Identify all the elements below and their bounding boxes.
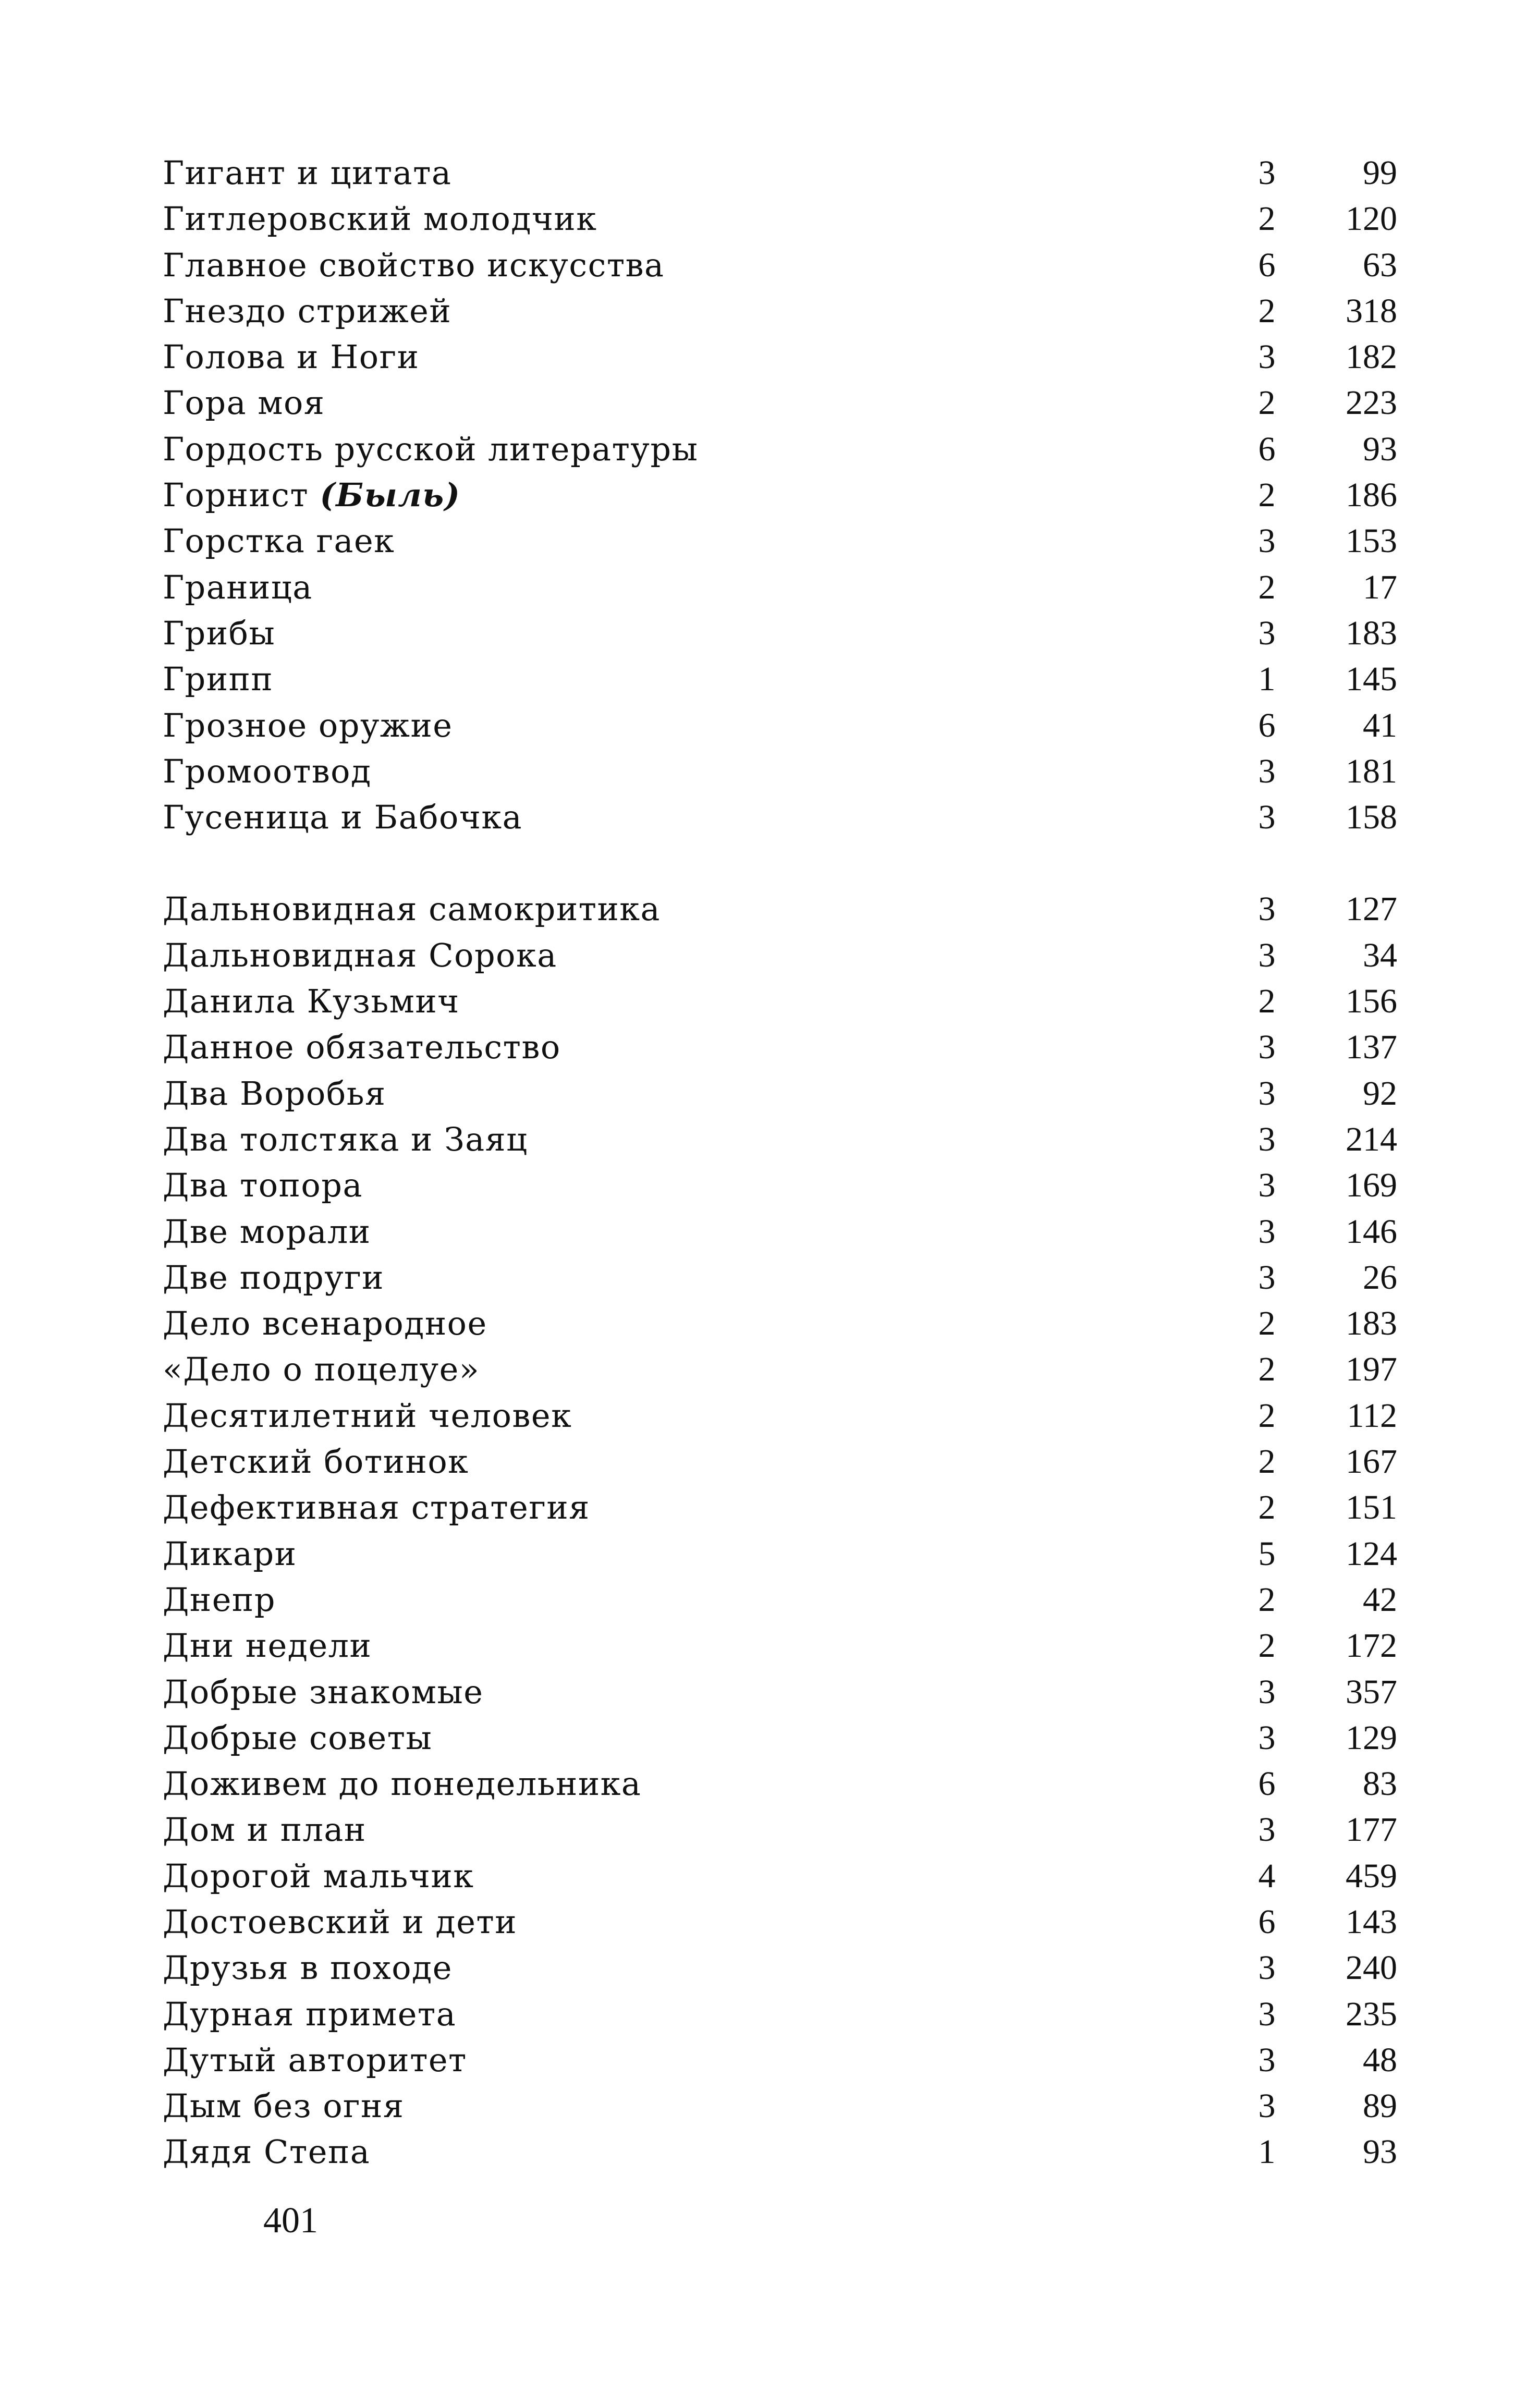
entry-volume: 6 bbox=[1258, 706, 1276, 744]
index-entry bbox=[156, 288, 1408, 334]
entry-title bbox=[163, 1669, 483, 1715]
entry-title bbox=[163, 1623, 372, 1669]
index-entry bbox=[156, 2037, 1408, 2083]
entry-page: 99 bbox=[1363, 154, 1397, 192]
entry-volume: 2 bbox=[1258, 568, 1276, 606]
entry-title bbox=[163, 1991, 456, 2037]
entry-volume: 3 bbox=[1258, 1028, 1276, 1067]
entry-title-text: Гусеница и Бабочка bbox=[163, 798, 523, 837]
entry-page: 145 bbox=[1346, 660, 1397, 699]
entry-page: 197 bbox=[1346, 1350, 1397, 1389]
entry-title-text: Дорогой мальчик bbox=[163, 1856, 474, 1895]
entry-title bbox=[163, 1393, 572, 1439]
index-entry bbox=[156, 794, 1408, 840]
index-entry bbox=[156, 1393, 1408, 1439]
entry-volume: 2 bbox=[1258, 1580, 1276, 1619]
index-entry bbox=[156, 1485, 1408, 1531]
entry-page: 158 bbox=[1346, 798, 1397, 837]
index-entry bbox=[156, 1853, 1408, 1899]
entry-page: 93 bbox=[1363, 430, 1397, 468]
index-entry bbox=[156, 886, 1408, 932]
index-entry bbox=[156, 749, 1408, 794]
entry-page: 318 bbox=[1346, 291, 1397, 330]
entry-volume: 2 bbox=[1258, 1488, 1276, 1527]
entry-page: 183 bbox=[1346, 614, 1397, 652]
entry-page: 153 bbox=[1346, 522, 1397, 560]
entry-title bbox=[163, 794, 522, 840]
entry-volume: 3 bbox=[1258, 1811, 1276, 1849]
entry-title bbox=[163, 150, 451, 196]
entry-title bbox=[163, 242, 665, 288]
entry-title bbox=[163, 979, 460, 1024]
entry-volume: 3 bbox=[1258, 1949, 1276, 1987]
index-list bbox=[156, 150, 1408, 2175]
entry-page: 120 bbox=[1346, 200, 1397, 238]
entry-page: 89 bbox=[1363, 2087, 1397, 2125]
entry-title bbox=[163, 2037, 467, 2083]
entry-title-text: Два Воробья bbox=[163, 1074, 386, 1113]
entry-title-text: Данное обязательство bbox=[163, 1028, 561, 1067]
entry-title-text: Грозное оружие bbox=[163, 706, 453, 744]
entry-volume: 3 bbox=[1258, 1672, 1276, 1711]
entry-title-text: Два топора bbox=[163, 1166, 363, 1205]
entry-volume: 3 bbox=[1258, 1995, 1276, 2033]
index-entry bbox=[156, 1577, 1408, 1623]
entry-title-text: Гнездо стрижей bbox=[163, 291, 452, 330]
entry-title-note: (Быль) bbox=[320, 476, 461, 515]
entry-volume: 2 bbox=[1258, 1443, 1276, 1481]
entry-title bbox=[163, 196, 597, 242]
entry-title-text: Дело всенародное bbox=[163, 1304, 487, 1343]
entry-title-text: Доживем до понедельника bbox=[163, 1765, 642, 1803]
index-entry bbox=[156, 610, 1408, 656]
entry-page: 223 bbox=[1346, 384, 1397, 422]
entry-title bbox=[163, 426, 698, 472]
entry-volume: 1 bbox=[1258, 2133, 1276, 2171]
entry-title bbox=[163, 1117, 528, 1163]
entry-page: 112 bbox=[1347, 1396, 1397, 1435]
entry-title-text: Грибы bbox=[163, 614, 276, 652]
entry-title-text: Дурная примета bbox=[163, 1995, 457, 2033]
entry-volume: 3 bbox=[1258, 614, 1276, 652]
entry-title-text: Дни недели bbox=[163, 1627, 372, 1665]
entry-title-text: Две морали bbox=[163, 1212, 371, 1251]
entry-title-text: Голова и Ноги bbox=[163, 338, 420, 376]
entry-volume: 3 bbox=[1258, 1120, 1276, 1158]
entry-volume: 2 bbox=[1258, 982, 1276, 1021]
entry-title bbox=[163, 1301, 487, 1347]
index-entry bbox=[156, 933, 1408, 979]
index-entry bbox=[156, 1945, 1408, 1991]
entry-title-text: Главное свойство искусства bbox=[163, 246, 665, 284]
index-entry bbox=[156, 1715, 1408, 1761]
entry-volume: 3 bbox=[1258, 752, 1276, 790]
index-entry bbox=[156, 472, 1408, 518]
entry-volume: 2 bbox=[1258, 200, 1276, 238]
entry-title-text: Громоотвод bbox=[163, 752, 372, 790]
entry-volume: 2 bbox=[1258, 1350, 1276, 1389]
entry-page: 235 bbox=[1346, 1995, 1397, 2033]
entry-title bbox=[163, 518, 395, 564]
entry-volume: 3 bbox=[1258, 338, 1276, 376]
entry-page: 41 bbox=[1363, 706, 1397, 744]
entry-title bbox=[163, 1715, 432, 1761]
entry-volume: 3 bbox=[1258, 2040, 1276, 2079]
section-gap bbox=[156, 840, 1408, 886]
entry-title bbox=[163, 1347, 480, 1392]
entry-title bbox=[163, 2083, 404, 2129]
index-entry bbox=[156, 1439, 1408, 1485]
entry-title-text: Данила Кузьмич bbox=[163, 982, 460, 1021]
index-entry bbox=[156, 1669, 1408, 1715]
entry-volume: 2 bbox=[1258, 1304, 1276, 1343]
entry-volume: 6 bbox=[1258, 246, 1276, 284]
index-entry bbox=[156, 1991, 1408, 2037]
entry-page: 137 bbox=[1346, 1028, 1397, 1067]
entry-volume: 2 bbox=[1258, 476, 1276, 515]
entry-title-text: Граница bbox=[163, 568, 313, 606]
entry-title bbox=[163, 1853, 474, 1899]
entry-title bbox=[163, 1531, 297, 1577]
entry-title bbox=[163, 1163, 363, 1208]
entry-page: 186 bbox=[1346, 476, 1397, 515]
entry-title-text: Детский ботинок bbox=[163, 1443, 469, 1481]
entry-title bbox=[163, 656, 273, 702]
entry-volume: 3 bbox=[1258, 2087, 1276, 2125]
entry-volume: 3 bbox=[1258, 1718, 1276, 1757]
entry-page: 177 bbox=[1346, 1811, 1397, 1849]
index-entry bbox=[156, 1071, 1408, 1117]
entry-page: 459 bbox=[1346, 1856, 1397, 1895]
page-number: 401 bbox=[263, 2201, 318, 2241]
entry-title-text: Дядя Степа bbox=[163, 2133, 371, 2171]
entry-page: 129 bbox=[1346, 1718, 1397, 1757]
entry-title-text: Гитлеровский молодчик bbox=[163, 200, 597, 238]
entry-volume: 2 bbox=[1258, 384, 1276, 422]
entry-title bbox=[163, 1577, 276, 1623]
entry-title-text: Друзья в походе bbox=[163, 1949, 453, 1987]
index-entry bbox=[156, 518, 1408, 564]
entry-title-text: Гора моя bbox=[163, 384, 325, 422]
entry-title bbox=[163, 1024, 561, 1070]
index-entry bbox=[156, 334, 1408, 380]
entry-title-text: Добрые знакомые bbox=[163, 1672, 484, 1711]
index-entry bbox=[156, 979, 1408, 1024]
entry-volume: 3 bbox=[1258, 890, 1276, 928]
entry-volume: 6 bbox=[1258, 430, 1276, 468]
entry-title-text: Дальновидная самокритика bbox=[163, 890, 661, 928]
entry-page: 42 bbox=[1363, 1580, 1397, 1619]
entry-page: 93 bbox=[1363, 2133, 1397, 2171]
entry-volume: 3 bbox=[1258, 1074, 1276, 1113]
entry-title-text: Гордость русской литературы bbox=[163, 430, 699, 468]
entry-title bbox=[163, 933, 557, 979]
entry-volume: 3 bbox=[1258, 1212, 1276, 1251]
entry-title-text: Горнист bbox=[163, 476, 309, 515]
entry-title bbox=[163, 288, 451, 334]
entry-title-text: Дутый авторитет bbox=[163, 2040, 467, 2079]
entry-volume: 3 bbox=[1258, 154, 1276, 192]
entry-title bbox=[163, 1485, 590, 1531]
index-entry bbox=[156, 1531, 1408, 1577]
entry-page: 156 bbox=[1346, 982, 1397, 1021]
index-entry bbox=[156, 1623, 1408, 1669]
entry-title bbox=[163, 703, 453, 749]
entry-title bbox=[163, 334, 419, 380]
index-entry bbox=[156, 1255, 1408, 1301]
entry-title-text: Дальновидная Сорока bbox=[163, 936, 557, 974]
entry-volume: 5 bbox=[1258, 1534, 1276, 1573]
entry-title-text: Дым без огня bbox=[163, 2087, 405, 2125]
entry-title bbox=[163, 610, 275, 656]
index-entry bbox=[156, 1209, 1408, 1255]
entry-title bbox=[163, 1945, 453, 1991]
entry-title-text: Днепр bbox=[163, 1580, 276, 1619]
entry-volume: 2 bbox=[1258, 1627, 1276, 1665]
index-entry bbox=[156, 1117, 1408, 1163]
entry-page: 146 bbox=[1346, 1212, 1397, 1251]
entry-title bbox=[163, 1899, 517, 1945]
entry-volume: 3 bbox=[1258, 1258, 1276, 1297]
entry-volume: 3 bbox=[1258, 522, 1276, 560]
entry-title bbox=[163, 1255, 384, 1301]
entry-title bbox=[163, 886, 661, 932]
entry-title-text: Дикари bbox=[163, 1534, 297, 1573]
entry-title-text: Дефективная стратегия bbox=[163, 1488, 590, 1527]
entry-volume: 3 bbox=[1258, 936, 1276, 974]
entry-title bbox=[163, 1209, 371, 1255]
entry-title bbox=[163, 1761, 641, 1807]
index-entry bbox=[156, 1899, 1408, 1945]
entry-volume: 1 bbox=[1258, 660, 1276, 699]
entry-page: 83 bbox=[1363, 1765, 1397, 1803]
entry-page: 143 bbox=[1346, 1902, 1397, 1941]
entry-volume: 3 bbox=[1258, 798, 1276, 837]
entry-page: 92 bbox=[1363, 1074, 1397, 1113]
entry-page: 17 bbox=[1363, 568, 1397, 606]
entry-title-text: Грипп bbox=[163, 660, 274, 699]
entry-title bbox=[163, 749, 372, 794]
entry-page: 240 bbox=[1346, 1949, 1397, 1987]
index-entry bbox=[156, 380, 1408, 426]
entry-title-text: Десятилетний человек bbox=[163, 1396, 572, 1435]
entry-volume: 2 bbox=[1258, 291, 1276, 330]
index-entry bbox=[156, 656, 1408, 702]
index-entry bbox=[156, 1347, 1408, 1392]
entry-title-text: Гигант и цитата bbox=[163, 154, 452, 192]
entry-title-text: Добрые советы bbox=[163, 1718, 433, 1757]
index-entry bbox=[156, 426, 1408, 472]
entry-page: 151 bbox=[1346, 1488, 1397, 1527]
entry-title-text: Дом и план bbox=[163, 1811, 367, 1849]
entry-page: 214 bbox=[1346, 1120, 1397, 1158]
index-entry bbox=[156, 196, 1408, 242]
index-entry bbox=[156, 703, 1408, 749]
index-entry bbox=[156, 150, 1408, 196]
entry-volume: 6 bbox=[1258, 1765, 1276, 1803]
entry-page: 26 bbox=[1363, 1258, 1397, 1297]
entry-page: 124 bbox=[1346, 1534, 1397, 1573]
entry-title bbox=[163, 1071, 386, 1117]
entry-title bbox=[163, 2129, 370, 2175]
entry-page: 63 bbox=[1363, 246, 1397, 284]
index-entry bbox=[156, 1761, 1408, 1807]
index-entry bbox=[156, 1807, 1408, 1853]
entry-page: 182 bbox=[1346, 338, 1397, 376]
entry-title-text: Достоевский и дети bbox=[163, 1902, 518, 1941]
entry-title bbox=[163, 1807, 367, 1853]
entry-page: 172 bbox=[1346, 1627, 1397, 1665]
entry-title bbox=[163, 380, 325, 426]
entry-page: 48 bbox=[1363, 2040, 1397, 2079]
entry-page: 127 bbox=[1346, 890, 1397, 928]
entry-page: 34 bbox=[1363, 936, 1397, 974]
entry-page: 183 bbox=[1346, 1304, 1397, 1343]
index-entry bbox=[156, 1163, 1408, 1208]
entry-title-text: Горстка гаек bbox=[163, 522, 395, 560]
entry-title bbox=[163, 565, 313, 610]
entry-page: 169 bbox=[1346, 1166, 1397, 1205]
entry-volume: 6 bbox=[1258, 1902, 1276, 1941]
entry-page: 167 bbox=[1346, 1443, 1397, 1481]
entry-title bbox=[163, 1439, 469, 1485]
index-entry bbox=[156, 2083, 1408, 2129]
entry-page: 357 bbox=[1346, 1672, 1397, 1711]
index-entry bbox=[156, 2129, 1408, 2175]
index-entry bbox=[156, 1301, 1408, 1347]
entry-title-text: Два толстяка и Заяц bbox=[163, 1120, 528, 1158]
entry-title bbox=[163, 472, 461, 518]
index-entry bbox=[156, 565, 1408, 610]
entry-volume: 2 bbox=[1258, 1396, 1276, 1435]
entry-title-text: Две подруги bbox=[163, 1258, 385, 1297]
index-entry bbox=[156, 1024, 1408, 1070]
entry-page: 181 bbox=[1346, 752, 1397, 790]
index-entry bbox=[156, 242, 1408, 288]
entry-title-text: «Дело о поцелуе» bbox=[163, 1350, 480, 1389]
entry-volume: 3 bbox=[1258, 1166, 1276, 1205]
entry-volume: 4 bbox=[1258, 1856, 1276, 1895]
